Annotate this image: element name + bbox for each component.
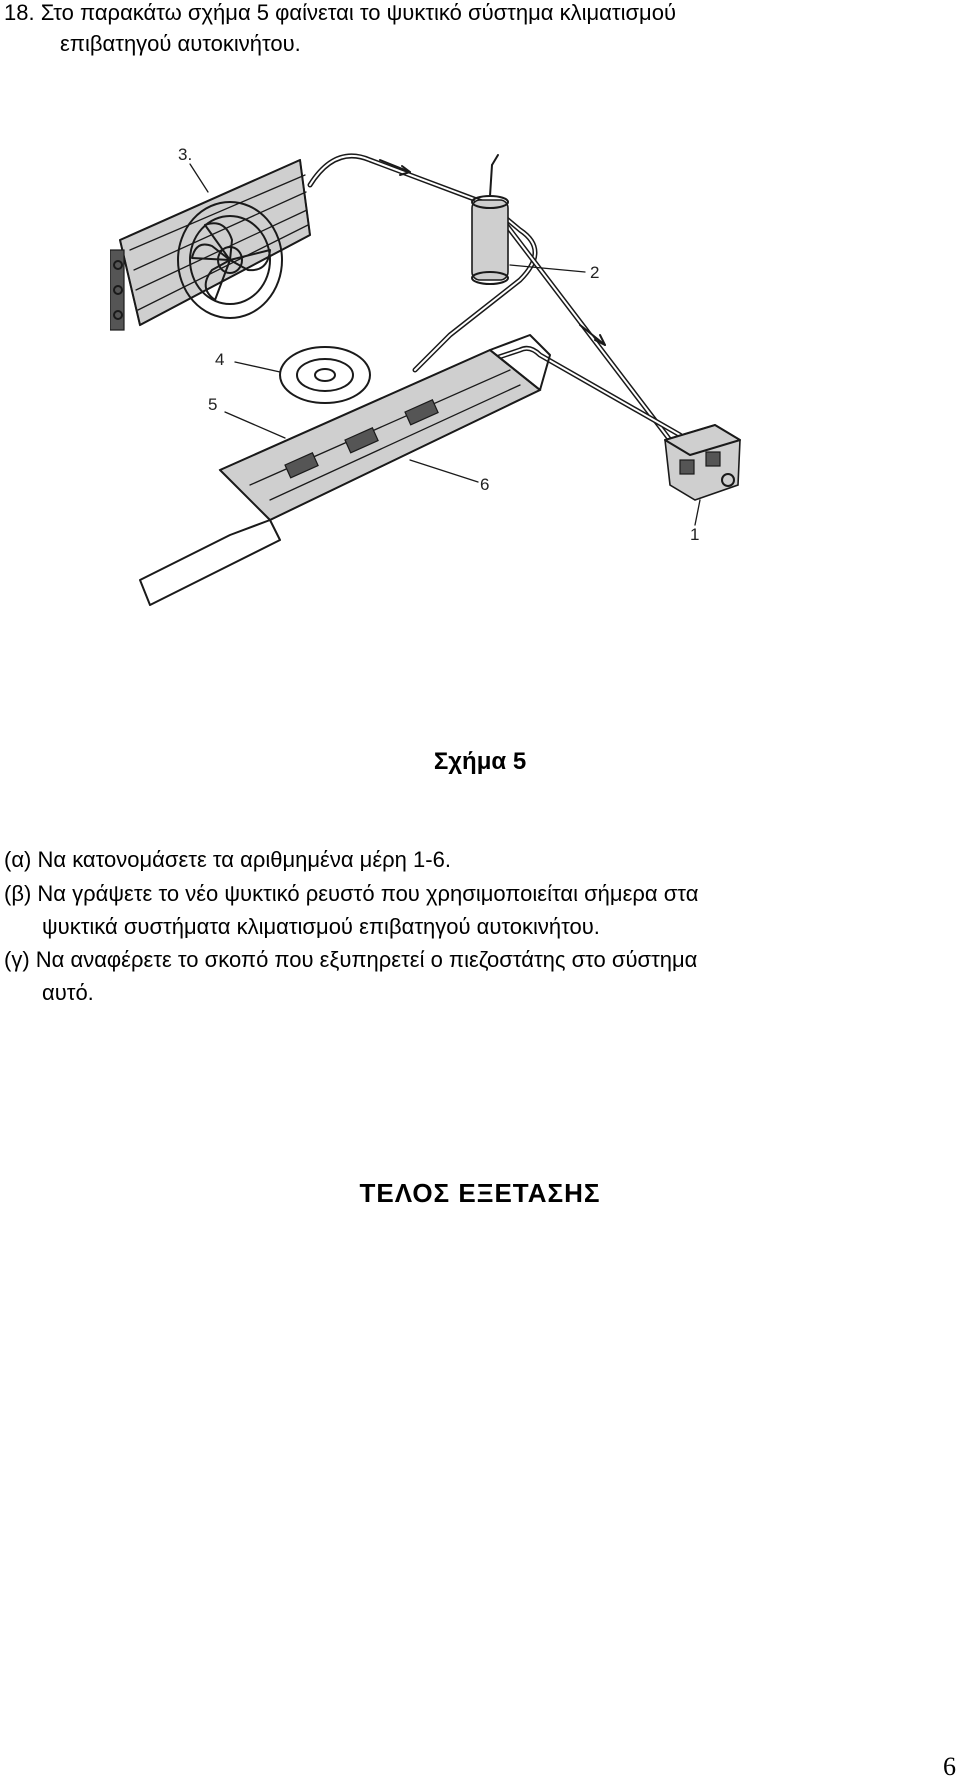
label-2: 2: [590, 263, 600, 282]
question-18-continuation: επιβατηγού αυτοκινήτου.: [60, 31, 301, 56]
label-6: 6: [480, 475, 490, 494]
page-number: 6: [943, 1752, 956, 1781]
label-1: 1: [690, 525, 700, 544]
subquestion-a: (α) Να κατονομάσετε τα αριθμημένα μέρη 1-6.: [4, 847, 451, 872]
subquestion-b-line1: (β) Να γράψετε το νέο ψυκτικό ρευστό που χρησιμοποιείται σήμερα στα: [4, 881, 699, 906]
label-5: 5: [208, 395, 218, 414]
subquestion-g-line2: αυτό.: [42, 980, 94, 1005]
subquestion-b-line2: ψυκτικά συστήματα κλιματισμού επιβατηγού αυτοκινήτου.: [42, 914, 600, 939]
label-4: 4: [215, 350, 225, 369]
question-18-text: 18. Στο παρακάτω σχήμα 5 φαίνεται το ψυκτικό σύστημα κλιματισμού: [4, 0, 676, 25]
compressor-part-1: [665, 425, 740, 544]
figure-caption: Σχήμα 5: [433, 748, 527, 775]
subquestion-g-line1: (γ) Να αναφέρετε το σκοπό που εξυπηρετεί ο πιεζοστάτης στο σύστημα: [4, 947, 698, 972]
car-ac-refrigeration-diagram: [110, 140, 800, 700]
condenser-part-3: [110, 145, 310, 330]
end-of-exam-title: ΤΕΛΟΣ ΕΞΕΤΑΣΗΣ: [359, 1178, 601, 1208]
evaporator-unit: [140, 335, 550, 605]
label-3: 3.: [178, 145, 193, 164]
